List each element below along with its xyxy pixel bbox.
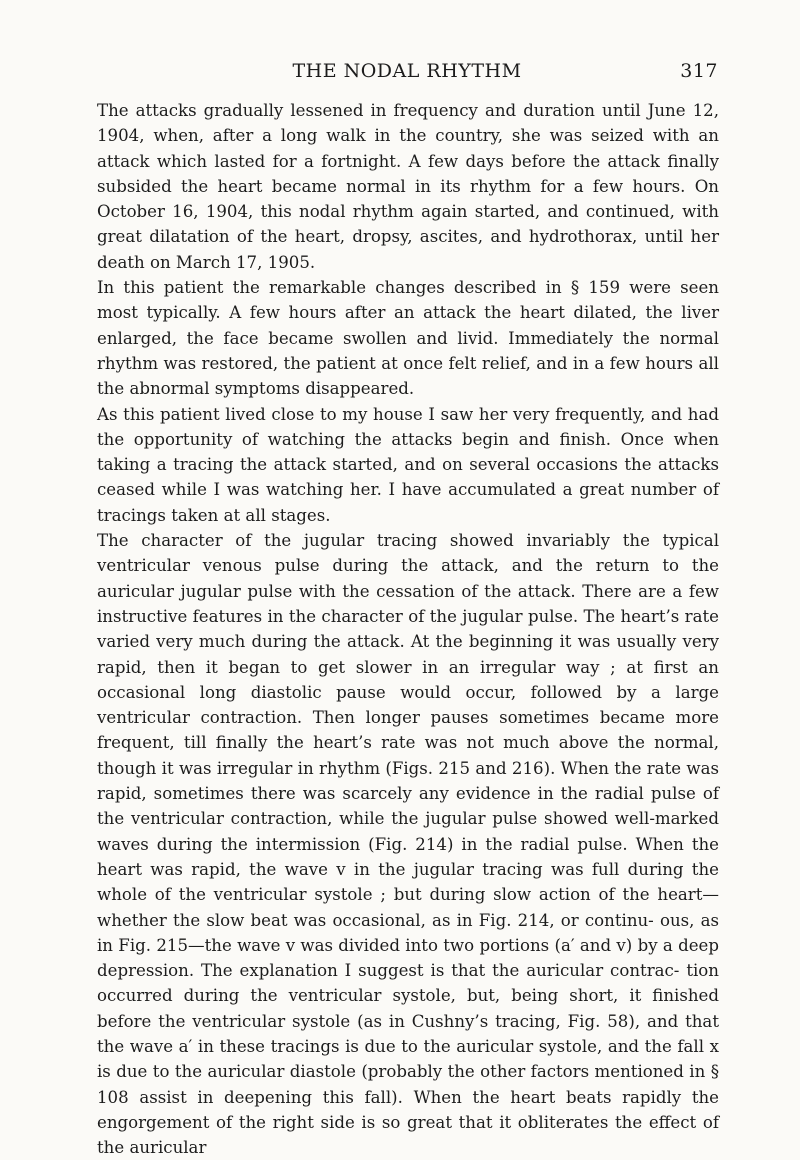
chapter-title: THE NODAL RHYTHM — [292, 60, 522, 82]
paragraph: In this patient the remarkable changes described in § 159 were seen most typically. A few hours after an attack the heart dilated, the liver enlarged, the face became swollen and livid. Immediately the normal rhythm was restored, the patient at once felt relief, and in a few hours all the abnormal symptoms disappeared. — [97, 278, 719, 399]
paragraph: As this patient lived close to my house I saw her very frequently, and had the opportunity of watching the attacks begin and finish. Once when taking a tracing the attack started, and on several occasions the attacks ceased while I was watching her. I have accumulated a great number of tracings taken at all stages. — [97, 404, 719, 525]
running-head — [96, 60, 718, 90]
page-number: 317 — [680, 60, 718, 82]
paragraph: The attacks gradually lessened in frequency and duration until June 12, 1904, when, after a long walk in the country, she was seized with an attack which lasted for a fortnight. A few days before the attack finally subsided the heart became normal in its rhythm for a few hours. On October 16, 1904, this nodal rhythm again started, and continued, with great dilatation of the heart, dropsy, ascites, and hydrothorax, until her death on March 17, 1905. — [97, 101, 719, 272]
paragraph: The character of the jugular tracing showed invariably the typical ventricular venous pulse during the attack, and the return to the auricular jugular pulse with the cessation of the attack. There are a few instructive features in the character of the jugular pulse. The heart’s rate varied very much during the attack. At the beginning it was usually very rapid, then it began to get slower in an irregular way ; at first an occasional long diastolic pause would occur, followed by a large ventricular contraction. Then longer pauses sometimes became more frequent, till finally the heart’s rate was not much above the normal, though it was irregular in rhythm (Figs. 215 and 216). When the rate was rapid, sometimes there was scarcely any evidence in the radial pulse of the ventricular contraction, while the jugular pulse showed well-marked waves during the intermission (Fig. 214) in the radial pulse. When the heart was rapid, the wave v in the jugular tracing was full during the whole of the ventricular systole ; but during slow action of the heart—whether the slow beat was occasional, as in Fig. 214, or continu- ous, as in Fig. 215—the wave v was divided into two portions (a′ and v) by a deep depression. The explanation I suggest is that the auricular contrac- tion occurred during the ventricular systole, but, being short, it finished before the ventricular systole (as in Cushny’s tracing, Fig. 58), and that the wave a′ in these tracings is due to the auricular systole, and the fall x is due to the auricular diastole (probably the other factors mentioned in § 108 assist in deepening this fall). When the heart beats rapidly the engorgement of the right side is so great that it obliterates the effect of the auricular — [97, 531, 719, 1158]
body-text — [97, 98, 719, 1160]
